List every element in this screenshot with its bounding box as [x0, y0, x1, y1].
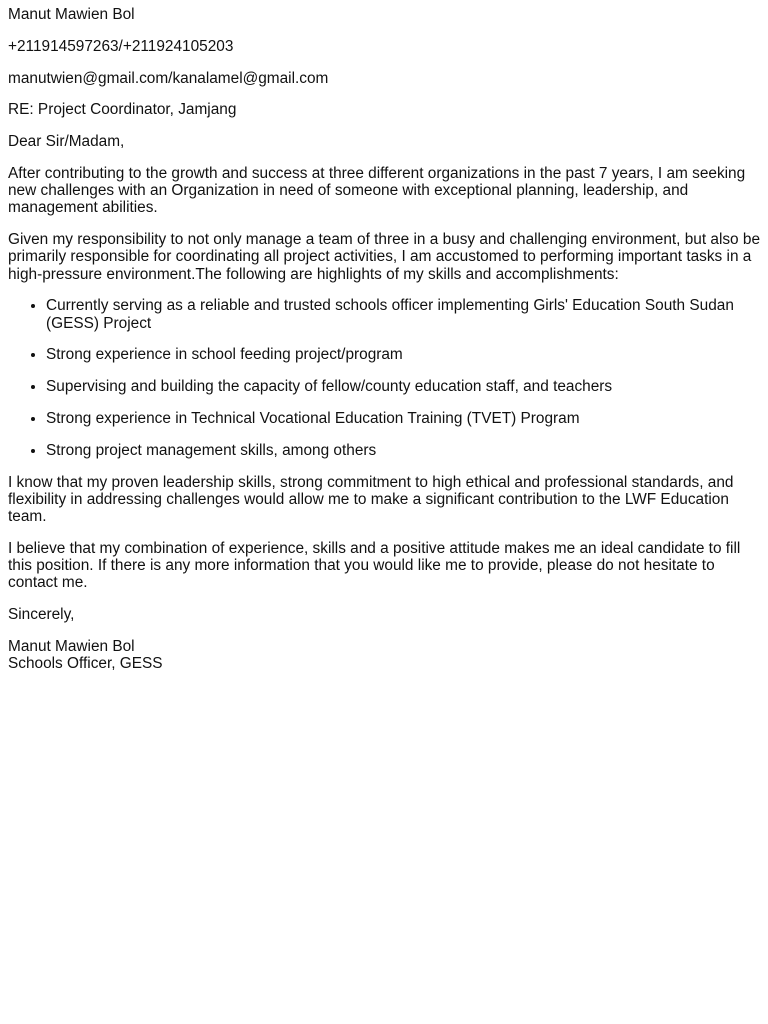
subject-line: RE: Project Coordinator, Jamjang	[8, 101, 237, 119]
salutation: Dear Sir/Madam,	[8, 133, 125, 151]
body-paragraph-2: Given my responsibility to not only manage a team of three in a busy and challenging environment, but also be primarily responsible for coordinating all project activities, I am accustomed to performing important tasks in a high-pressure environment.The following are highlights of my skills and accomplishments:	[8, 231, 761, 283]
signature-title: Schools Officer, GESS	[8, 654, 163, 672]
sender-email: manutwien@gmail.com/kanalamel@gmail.com	[8, 69, 329, 87]
highlight-item: • Currently serving as a reliable and trusted schools officer implementing Girls' Education South Sudan (GESS) Project	[46, 297, 762, 331]
sender-phone: +211914597263/+211924105203	[8, 37, 234, 55]
signature-block	[8, 638, 762, 672]
body-paragraph-3: I know that my proven leadership skills, strong commitment to high ethical and professional standards, and flexibility in addressing challenges would allow me to make a significant contribution to the LWF Education team.	[8, 473, 734, 525]
highlight-item: • Strong experience in Technical Vocational Education Training (TVET) Program	[46, 410, 762, 427]
body-paragraph-4: I believe that my combination of experience, skills and a positive attitude makes me an ideal candidate to fill this position. If there is any more information that you would like me to provide, please do not hesitate to contact me.	[8, 539, 741, 592]
highlight-item: • Strong experience in school feeding project/program	[46, 346, 762, 363]
signature-name: Manut Mawien Bol	[8, 637, 135, 655]
highlights-list	[8, 297, 762, 459]
highlight-item: • Strong project management skills, among others	[46, 442, 762, 459]
body-paragraph-1: After contributing to the growth and success at three different organizations in the past 7 years, I am seeking new challenges with an Organization in need of someone with exceptional planning, leadership, and management abilities.	[8, 164, 746, 217]
closing: Sincerely,	[8, 605, 75, 623]
highlight-item: • Supervising and building the capacity of fellow/county education staff, and teachers	[46, 378, 762, 395]
sender-name: Manut Mawien Bol	[8, 6, 135, 23]
